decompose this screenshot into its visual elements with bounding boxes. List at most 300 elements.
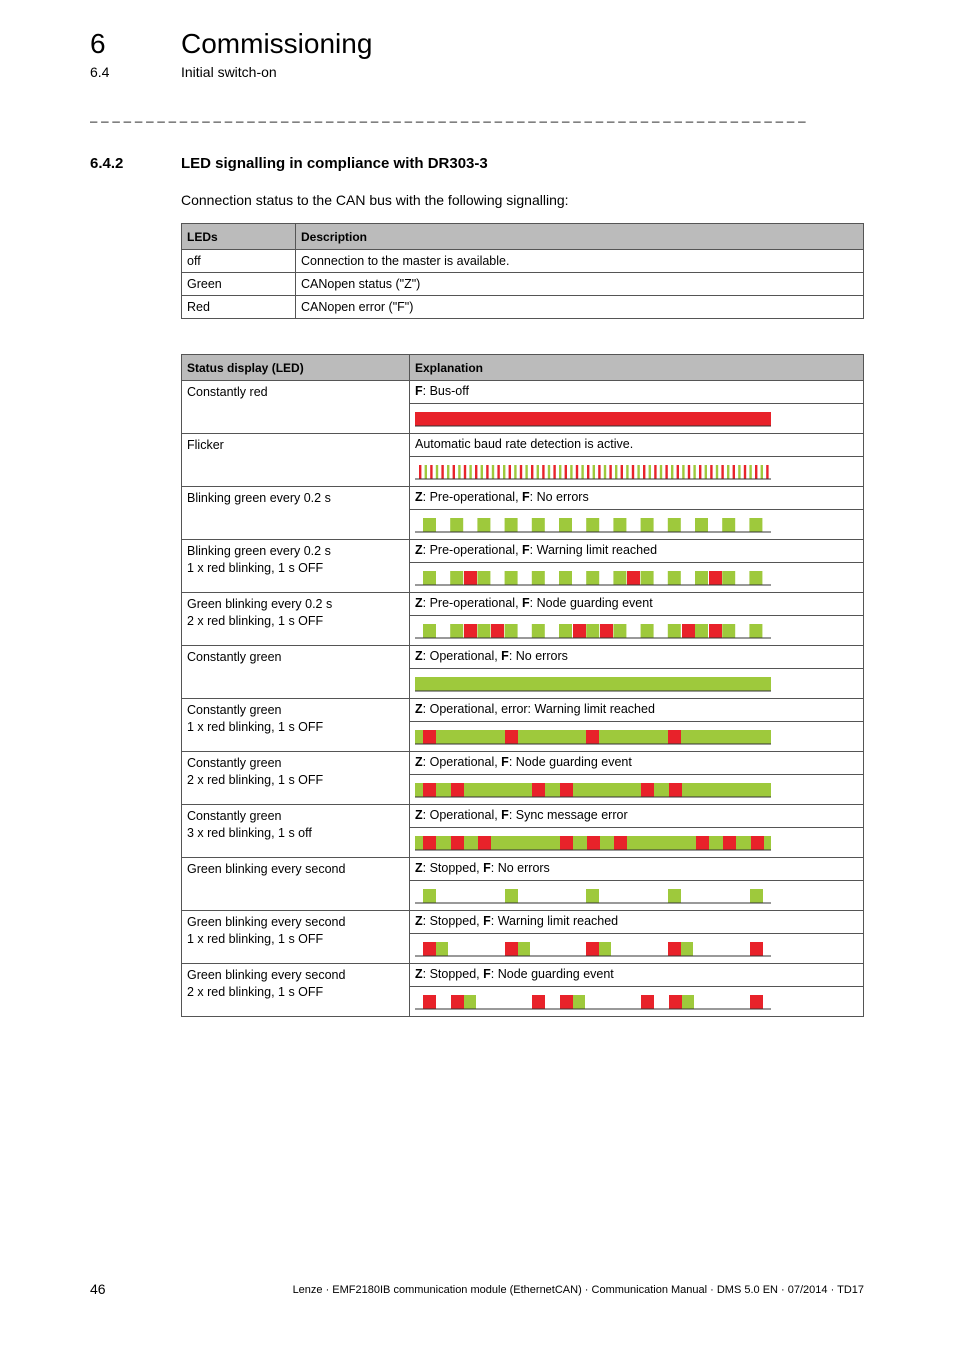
red-pulse: [723, 836, 736, 850]
red-pulse: [560, 836, 573, 850]
flicker-pulse: [430, 465, 432, 479]
table-header-row: [182, 355, 864, 381]
flicker-pulse: [643, 465, 645, 479]
f-label: F: [522, 543, 530, 557]
z-label: Z: [415, 755, 423, 769]
explanation: Z: Operational, F: Node guarding event: [410, 752, 864, 775]
flicker-pulse: [509, 465, 511, 479]
green-pulse: [532, 518, 545, 532]
z-value: Pre-operational: [429, 596, 516, 610]
green-pulse: [586, 624, 599, 638]
red-pulse: [532, 783, 545, 797]
status-label: [182, 434, 410, 487]
intro-text: Connection status to the CAN bus with the following signalling:: [181, 192, 569, 208]
flicker-pulse: [677, 465, 679, 479]
f-value: Node guarding event: [515, 755, 632, 769]
status-line: Constantly green: [187, 809, 282, 823]
red-pulse: [587, 836, 600, 850]
signal-diagram: [410, 457, 864, 487]
z-value: Operational: [429, 808, 495, 822]
flicker-pulse: [632, 465, 634, 479]
red-pulse: [423, 942, 436, 956]
z-label: Z: [415, 808, 423, 822]
flicker-pulse: [486, 465, 488, 479]
signal-diagram: [410, 616, 864, 646]
chapter-title: Commissioning: [181, 28, 373, 59]
green-pulse: [559, 518, 572, 532]
flicker-pulse: [710, 465, 712, 479]
signal-diagram: [410, 669, 864, 699]
green-pulse: [641, 571, 654, 585]
z-label: Z: [415, 543, 423, 557]
green-pulse: [613, 518, 626, 532]
red-pulse: [682, 624, 695, 638]
flicker-pulse: [637, 465, 639, 479]
table-row: [182, 964, 864, 987]
green-pulse: [450, 571, 463, 585]
explanation: Z: Stopped, F: Node guarding event: [410, 964, 864, 987]
z-label: Z: [415, 649, 423, 663]
status-label: [182, 752, 410, 805]
red-pulse: [505, 942, 518, 956]
f-value: Node guarding event: [497, 967, 614, 981]
z-label: Z: [415, 861, 423, 875]
status-line: 1 x red blinking, 1 s OFF: [187, 561, 324, 575]
flicker-pulse: [626, 465, 628, 479]
green-bar: [415, 783, 771, 797]
red-pulse: [600, 624, 613, 638]
z-label: Z: [415, 702, 423, 716]
green-pulse: [505, 571, 518, 585]
flicker-pulse: [682, 465, 684, 479]
flicker-pulse: [559, 465, 561, 479]
green-pulse: [450, 518, 463, 532]
flicker-pulse: [604, 465, 606, 479]
z-label: Z: [415, 967, 423, 981]
flicker-pulse: [755, 465, 757, 479]
signal-diagram: [410, 510, 864, 540]
f-value: Warning limit reached: [536, 543, 658, 557]
red-pulse: [669, 995, 682, 1009]
green-pulse: [695, 624, 708, 638]
table-row: [182, 911, 864, 934]
flicker-pulse: [761, 465, 763, 479]
flicker-pulse: [447, 465, 449, 479]
explanation: Z: Pre-operational, F: Warning limit reached: [410, 540, 864, 563]
red-pulse: [751, 836, 764, 850]
z-value: Stopped: [429, 967, 477, 981]
led-description: CANopen error ("F"): [296, 296, 864, 319]
table-row: [182, 805, 864, 828]
flicker-pulse: [593, 465, 595, 479]
f-label: F: [501, 649, 509, 663]
signal-diagram: [410, 722, 864, 752]
green-pulse: [505, 518, 518, 532]
red-pulse: [586, 942, 599, 956]
flicker-pulse: [733, 465, 735, 479]
explanation: Z: Operational, F: Sync message error: [410, 805, 864, 828]
flicker-pulse: [542, 465, 544, 479]
red-pulse: [423, 730, 436, 744]
f-label: F: [522, 596, 530, 610]
signal-diagram: [410, 775, 864, 805]
signal-diagram: [410, 934, 864, 964]
f-label: F: [483, 861, 491, 875]
green-pulse: [559, 571, 572, 585]
green-pulse: [423, 571, 436, 585]
f-label: F: [501, 808, 509, 822]
flicker-pulse: [514, 465, 516, 479]
explanation: Z: Pre-operational, F: No errors: [410, 487, 864, 510]
led-name: Green: [182, 273, 296, 296]
status-label: [182, 911, 410, 964]
table-header-row: [182, 224, 864, 250]
green-pulse: [586, 889, 599, 903]
status-line: Green blinking every second: [187, 915, 346, 929]
red-pulse: [641, 783, 654, 797]
green-pulse: [750, 889, 763, 903]
status-line: Constantly green: [187, 703, 282, 717]
led-pattern: [415, 833, 775, 853]
flicker-pulse: [481, 465, 483, 479]
green-pulse: [613, 571, 626, 585]
flicker-pulse: [581, 465, 583, 479]
z-label: Z: [415, 490, 423, 504]
led-pattern: [415, 674, 775, 694]
flicker-pulse: [441, 465, 443, 479]
red-pulse: [586, 730, 599, 744]
status-line: Blinking green every 0.2 s: [187, 544, 331, 558]
flicker-pulse: [458, 465, 460, 479]
f-value: No errors: [515, 649, 568, 663]
explanation: [410, 434, 864, 457]
green-pulse: [668, 518, 681, 532]
green-pulse: [477, 624, 490, 638]
red-pulse: [560, 995, 573, 1009]
green-pulse: [613, 624, 626, 638]
z-label: Z: [415, 914, 423, 928]
red-pulse: [451, 836, 464, 850]
red-pulse: [491, 624, 504, 638]
f-label: F: [522, 490, 530, 504]
flicker-pulse: [727, 465, 729, 479]
flicker-pulse: [570, 465, 572, 479]
red-pulse: [668, 730, 681, 744]
flicker-pulse: [716, 465, 718, 479]
green-pulse: [695, 571, 708, 585]
status-label: [182, 593, 410, 646]
flicker-pulse: [705, 465, 707, 479]
green-pulse: [586, 518, 599, 532]
z-value: Stopped: [429, 861, 477, 875]
table-row: [182, 381, 864, 404]
green-pulse: [599, 942, 611, 956]
status-label: [182, 646, 410, 699]
flicker-pulse: [598, 465, 600, 479]
green-pulse: [668, 889, 681, 903]
z-value: Stopped: [429, 914, 477, 928]
table-row: [182, 858, 864, 881]
red-pulse: [423, 836, 436, 850]
green-pulse: [423, 518, 436, 532]
status-line: Blinking green every 0.2 s: [187, 491, 331, 505]
flicker-pulse: [436, 465, 438, 479]
green-pulse: [681, 942, 693, 956]
flicker-pulse: [654, 465, 656, 479]
green-pulse: [423, 889, 436, 903]
green-pulse: [641, 624, 654, 638]
green-pulse: [532, 624, 545, 638]
red-pulse: [750, 942, 763, 956]
flicker-pulse: [660, 465, 662, 479]
status-line: Green blinking every second: [187, 968, 346, 982]
table-row: [182, 296, 864, 319]
led-name: Red: [182, 296, 296, 319]
red-pulse: [709, 571, 722, 585]
z-value: Pre-operational: [429, 543, 516, 557]
led-pattern: [415, 409, 775, 429]
signal-diagram: [410, 828, 864, 858]
subsection-title: LED signalling in compliance with DR303-3: [181, 155, 488, 172]
explanation: Z: Operational, error: Warning limit reached: [410, 699, 864, 722]
table-row: [182, 434, 864, 457]
leds-table: [181, 223, 864, 319]
status-line: Constantly green: [187, 650, 282, 664]
red-pulse: [696, 836, 709, 850]
table-row: [182, 699, 864, 722]
f-value: No errors: [536, 490, 589, 504]
green-pulse: [722, 518, 735, 532]
status-label: [182, 858, 410, 911]
status-line: Green blinking every second: [187, 862, 346, 876]
explanation-text: Operational, error: Warning limit reached: [429, 702, 655, 716]
green-pulse: [641, 518, 654, 532]
flicker-pulse: [453, 465, 455, 479]
red-pulse: [668, 942, 681, 956]
red-pulse: [750, 995, 763, 1009]
red-pulse: [560, 783, 573, 797]
f-label: F: [483, 914, 491, 928]
red-pulse: [641, 995, 654, 1009]
f-label: F: [415, 384, 423, 398]
chapter-number: 6: [90, 28, 106, 59]
red-pulse: [669, 783, 682, 797]
table-row: [182, 273, 864, 296]
green-pulse: [423, 624, 436, 638]
z-value: Pre-operational: [429, 490, 516, 504]
column-header-description: Description: [296, 224, 864, 250]
led-pattern: [415, 780, 775, 800]
status-line: Green blinking every 0.2 s: [187, 597, 333, 611]
green-pulse: [532, 571, 545, 585]
led-description: Connection to the master is available.: [296, 250, 864, 273]
status-line: 2 x red blinking, 1 s OFF: [187, 614, 324, 628]
table-row: [182, 752, 864, 775]
page-number: 46: [90, 1281, 106, 1297]
green-pulse: [722, 571, 735, 585]
green-pulse: [477, 518, 490, 532]
z-value: Operational: [429, 649, 495, 663]
flicker-pulse: [497, 465, 499, 479]
led-pattern: [415, 727, 775, 747]
status-label: [182, 487, 410, 540]
subsection-number: 6.4.2: [90, 155, 124, 172]
flicker-pulse: [475, 465, 477, 479]
status-line: Constantly red: [187, 385, 268, 399]
explanation: Z: Stopped, F: No errors: [410, 858, 864, 881]
table-row: [182, 646, 864, 669]
green-pulse: [749, 571, 762, 585]
status-line: 2 x red blinking, 1 s OFF: [187, 773, 324, 787]
green-pulse: [586, 571, 599, 585]
flicker-pulse: [503, 465, 505, 479]
f-label: F: [501, 755, 509, 769]
led-pattern: [415, 515, 775, 535]
flicker-pulse: [721, 465, 723, 479]
green-pulse: [695, 518, 708, 532]
led-pattern: [415, 992, 775, 1012]
flicker-pulse: [615, 465, 617, 479]
green-pulse: [749, 624, 762, 638]
green-pulse: [668, 624, 681, 638]
z-label: Z: [415, 596, 423, 610]
green-pulse: [722, 624, 735, 638]
table-row: [182, 540, 864, 563]
led-pattern: [415, 886, 775, 906]
led-name: off: [182, 250, 296, 273]
green-pulse: [464, 995, 476, 1009]
green-pulse: [436, 942, 448, 956]
red-pulse: [423, 995, 436, 1009]
table-row: [182, 487, 864, 510]
green-bar: [415, 677, 771, 691]
flicker-pulse: [621, 465, 623, 479]
flicker-pulse: [469, 465, 471, 479]
f-label: F: [483, 967, 491, 981]
column-header-explanation: Explanation: [410, 355, 864, 381]
header-rule: _ _ _ _ _ _ _ _ _ _ _ _ _ _ _ _ _ _ _ _ _ _ _ _ _ _ _ _ _ _ _ _ _ _ _ _ _ _ _ _ _ _ _ _ _ _ _ _ _ _ _ _ _ _ _ _ _ _ _ _ _ _ _ _: [90, 108, 806, 123]
flicker-pulse: [548, 465, 550, 479]
red-pulse: [423, 783, 436, 797]
flicker-pulse: [537, 465, 539, 479]
status-line: 3 x red blinking, 1 s off: [187, 826, 312, 840]
flicker-pulse: [738, 465, 740, 479]
status-line: Flicker: [187, 438, 224, 452]
status-line: Constantly green: [187, 756, 282, 770]
explanation: Z: Operational, F: No errors: [410, 646, 864, 669]
red-pulse: [709, 624, 722, 638]
footer-text: Lenze · EMF2180IB communication module (EthernetCAN) · Communication Manual · DMS 5.0 EN · 07/2014 · TD17: [292, 1284, 864, 1296]
green-pulse: [505, 889, 518, 903]
status-line: 1 x red blinking, 1 s OFF: [187, 720, 324, 734]
status-line: 1 x red blinking, 1 s OFF: [187, 932, 324, 946]
red-pulse: [464, 571, 477, 585]
green-pulse: [682, 995, 694, 1009]
flicker-pulse: [693, 465, 695, 479]
green-pulse: [477, 571, 490, 585]
green-pulse: [559, 624, 572, 638]
signal-diagram: [410, 563, 864, 593]
status-table: [181, 354, 864, 1017]
flicker-pulse: [520, 465, 522, 479]
flicker-pulse: [587, 465, 589, 479]
red-pulse: [451, 783, 464, 797]
status-line: 2 x red blinking, 1 s OFF: [187, 985, 324, 999]
z-value: Operational: [429, 755, 495, 769]
flicker-pulse: [525, 465, 527, 479]
table-row: [182, 250, 864, 273]
f-value: No errors: [497, 861, 550, 875]
flicker-pulse: [553, 465, 555, 479]
status-label: [182, 699, 410, 752]
table-row: [182, 593, 864, 616]
column-header-status: Status display (LED): [182, 355, 410, 381]
f-value: Sync message error: [515, 808, 628, 822]
flicker-pulse: [565, 465, 567, 479]
green-pulse: [518, 942, 530, 956]
flicker-pulse: [492, 465, 494, 479]
f-value: Warning limit reached: [497, 914, 619, 928]
flicker-pulse: [649, 465, 651, 479]
red-pulse: [614, 836, 627, 850]
signal-diagram: [410, 404, 864, 434]
green-pulse: [573, 995, 585, 1009]
status-label: [182, 381, 410, 434]
flicker-pulse: [749, 465, 751, 479]
f-value: Node guarding event: [536, 596, 653, 610]
red-pulse: [532, 995, 545, 1009]
flicker-pulse: [766, 465, 768, 479]
flicker-pulse: [576, 465, 578, 479]
flicker-pulse: [671, 465, 673, 479]
led-description: CANopen status ("Z"): [296, 273, 864, 296]
led-pattern: [415, 462, 775, 482]
flicker-pulse: [609, 465, 611, 479]
status-label: [182, 964, 410, 1017]
explanation: Z: Stopped, F: Warning limit reached: [410, 911, 864, 934]
red-pulse: [573, 624, 586, 638]
led-pattern: [415, 939, 775, 959]
flicker-pulse: [699, 465, 701, 479]
green-pulse: [505, 624, 518, 638]
explanation-text: Automatic baud rate detection is active.: [415, 437, 634, 451]
red-pulse: [478, 836, 491, 850]
flicker-pulse: [419, 465, 421, 479]
green-pulse: [749, 518, 762, 532]
flicker-pulse: [531, 465, 533, 479]
flicker-pulse: [464, 465, 466, 479]
led-pattern: [415, 621, 775, 641]
explanation: F: Bus-off: [410, 381, 864, 404]
red-pulse: [627, 571, 640, 585]
red-pulse: [505, 730, 518, 744]
section-title: Initial switch-on: [181, 64, 277, 80]
red-pulse: [464, 624, 477, 638]
green-pulse: [668, 571, 681, 585]
led-pattern: [415, 568, 775, 588]
flicker-pulse: [665, 465, 667, 479]
signal-diagram: [410, 881, 864, 911]
section-number: 6.4: [90, 64, 110, 80]
green-pulse: [450, 624, 463, 638]
explanation: Z: Pre-operational, F: Node guarding event: [410, 593, 864, 616]
red-pulse: [451, 995, 464, 1009]
flicker-pulse: [744, 465, 746, 479]
flicker-pulse: [688, 465, 690, 479]
status-label: [182, 540, 410, 593]
flicker-pulse: [425, 465, 427, 479]
red-bar: [415, 412, 771, 426]
